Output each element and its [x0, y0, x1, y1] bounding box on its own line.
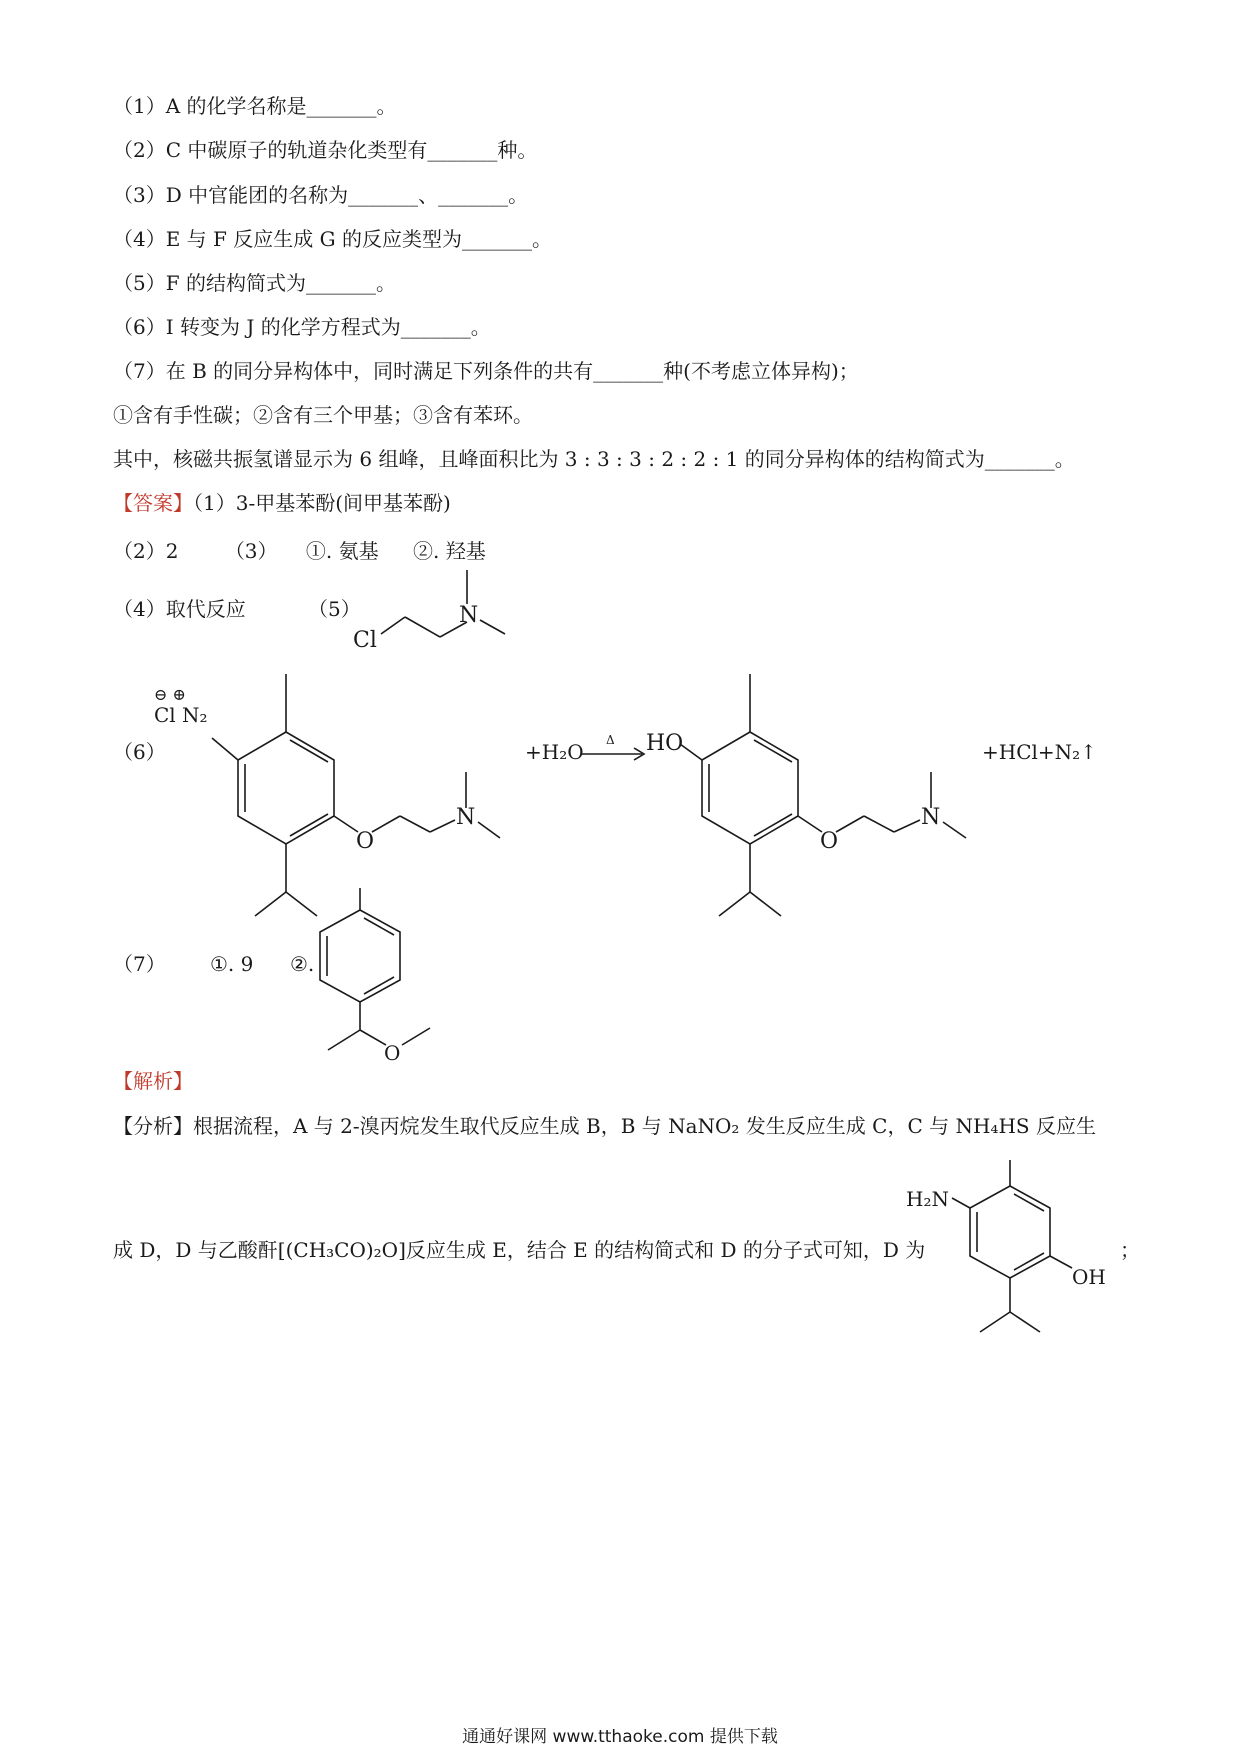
analysis-tag: 【解析】	[113, 1069, 193, 1093]
answer-5-label: （5）	[308, 597, 361, 621]
analysis-line-2-end: ；	[1120, 1238, 1140, 1262]
analysis-line-1: 【分析】根据流程，A 与 2-溴丙烷发生取代反应生成 B，B 与 NaNO₂ 发生反应生成 C，C 与 NH₄HS 反应生	[113, 1114, 1096, 1138]
answer-2-3	[113, 537, 486, 565]
answer-tag: 【答案】	[113, 491, 193, 515]
nmr-line: 其中，核磁共振氢谱显示为 6 组峰，且峰面积比为 3 : 3 : 3 : 2 : 2 : 1 的同分异构体的结构简式为_______。	[113, 447, 1075, 471]
atom-n: N	[456, 805, 476, 830]
atom-cl-n2: Cl N₂	[154, 703, 208, 727]
answer-1	[113, 489, 451, 517]
answer-2: （2）2	[113, 539, 179, 563]
question-5: （5）F 的结构简式为_______。	[113, 271, 396, 295]
reagent-water: +H₂O	[525, 740, 584, 764]
atom-oh: OH	[1072, 1265, 1106, 1289]
atom-o: O	[384, 1041, 401, 1065]
structure-d	[900, 1156, 1120, 1356]
answer-3-label: （3）	[224, 539, 278, 563]
analysis-line-2: 成 D，D 与乙酸酐[(CH₃CO)₂O]反应生成 E，结合 E 的结构简式和 D 的分子式可知，D 为	[113, 1238, 926, 1262]
atom-ho: HO	[646, 731, 684, 756]
question-1: （1）A 的化学名称是_______。	[113, 94, 397, 118]
heat-symbol: Δ	[606, 733, 615, 747]
answer-7-label: （7）	[113, 952, 166, 976]
atom-n: N	[459, 603, 479, 628]
answer-4: （4）取代反应	[113, 597, 246, 621]
question-4: （4）E 与 F 反应生成 G 的反应类型为_______。	[113, 227, 552, 251]
structure-j-product	[640, 660, 1000, 950]
atom-h2n: H₂N	[906, 1187, 949, 1211]
structure-isomer	[310, 880, 460, 1080]
atom-cl: Cl	[353, 628, 377, 653]
answer-7-2: ②.	[290, 952, 315, 976]
answer-7-1: ①. 9	[210, 952, 254, 976]
question-2: （2）C 中碳原子的轨道杂化类型有_______种。	[113, 138, 538, 162]
answer-3-2: ②. 羟基	[412, 539, 486, 563]
answer-6-label: （6）	[113, 740, 166, 764]
question-7: （7）在 B 的同分异构体中，同时满足下列条件的共有_______种(不考虑立体异构)；	[113, 359, 859, 383]
atom-n: N	[921, 805, 941, 830]
conditions-line: ①含有手性碳；②含有三个甲基；③含有苯环。	[113, 403, 533, 427]
atom-o: O	[820, 829, 839, 854]
question-3: （3）D 中官能团的名称为_______、_______。	[113, 183, 529, 207]
products-hcl-n2: +HCl+N₂↑	[982, 740, 1097, 764]
answer-3-1: ①. 氨基	[305, 539, 379, 563]
charges: ⊖ ⊕	[154, 685, 186, 704]
answer-1-text: （1）3-甲基苯酚(间甲基苯酚)	[193, 491, 451, 515]
atom-o: O	[356, 829, 375, 854]
question-6: （6）I 转变为 J 的化学方程式为_______。	[113, 315, 491, 339]
structure-f	[345, 562, 565, 672]
footer: 通通好课网 www.tthaoke.com 提供下载	[462, 1727, 778, 1747]
